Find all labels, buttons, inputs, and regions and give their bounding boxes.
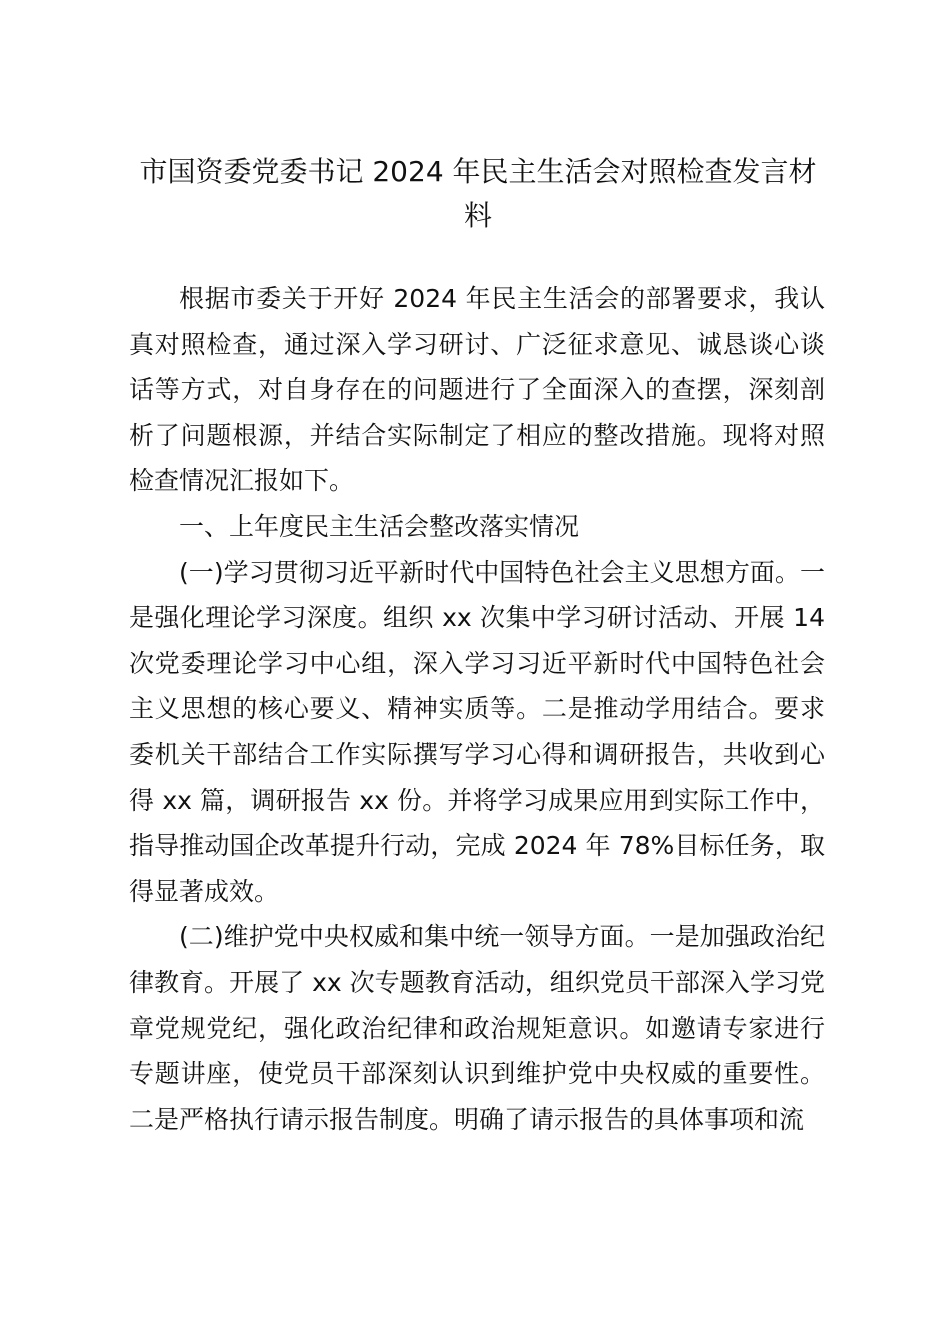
paragraph-authority: (二)维护党中央权威和集中统一领导方面。一是加强政治纪律教育。开展了 xx 次专题教育活动，组织党员干部深入学习党章党规党纪，强化政治纪律和政治规矩意识。如邀请专家进行专题讲座，使党员干部深刻认识到维护党中央权威的重要性。二是严格执行请示报告制度。明确了请示报告的具体事项和流 [129,922,825,1134]
section-heading: 一、上年度民主生活会整改落实情况 [179,511,580,541]
document-body [129,276,825,1142]
paragraph-intro: 根据市委关于开好 2024 年民主生活会的部署要求，我认真对照检查，通过深入学习研讨、广泛征求意见、诚恳谈心谈话等方式，对自身存在的问题进行了全面深入的查摆，深刻剖析了问题根源，并结合实际制定了相应的整改措施。现将对照检查情况汇报如下。 [129,284,825,496]
document-title: 市国资委党委书记 2024 年民主生活会对照检查发言材料 [139,155,817,232]
paragraph-study: (一)学习贯彻习近平新时代中国特色社会主义思想方面。一是强化理论学习深度。组织 xx 次集中学习研讨活动、开展 14 次党委理论学习中心组，深入学习习近平新时代中国特色社会主义思想的核心要义、精神实质等。二是推动学用结合。要求委机关干部结合工作实际撰写学习心得和调研报告，共收到心得 xx 篇，调研报告 xx 份。并将学习成果应用到实际工作中，指导推动国企改革提升行动，完成 2024 年 78%目标任务，取得显著成效。 [129,557,825,906]
